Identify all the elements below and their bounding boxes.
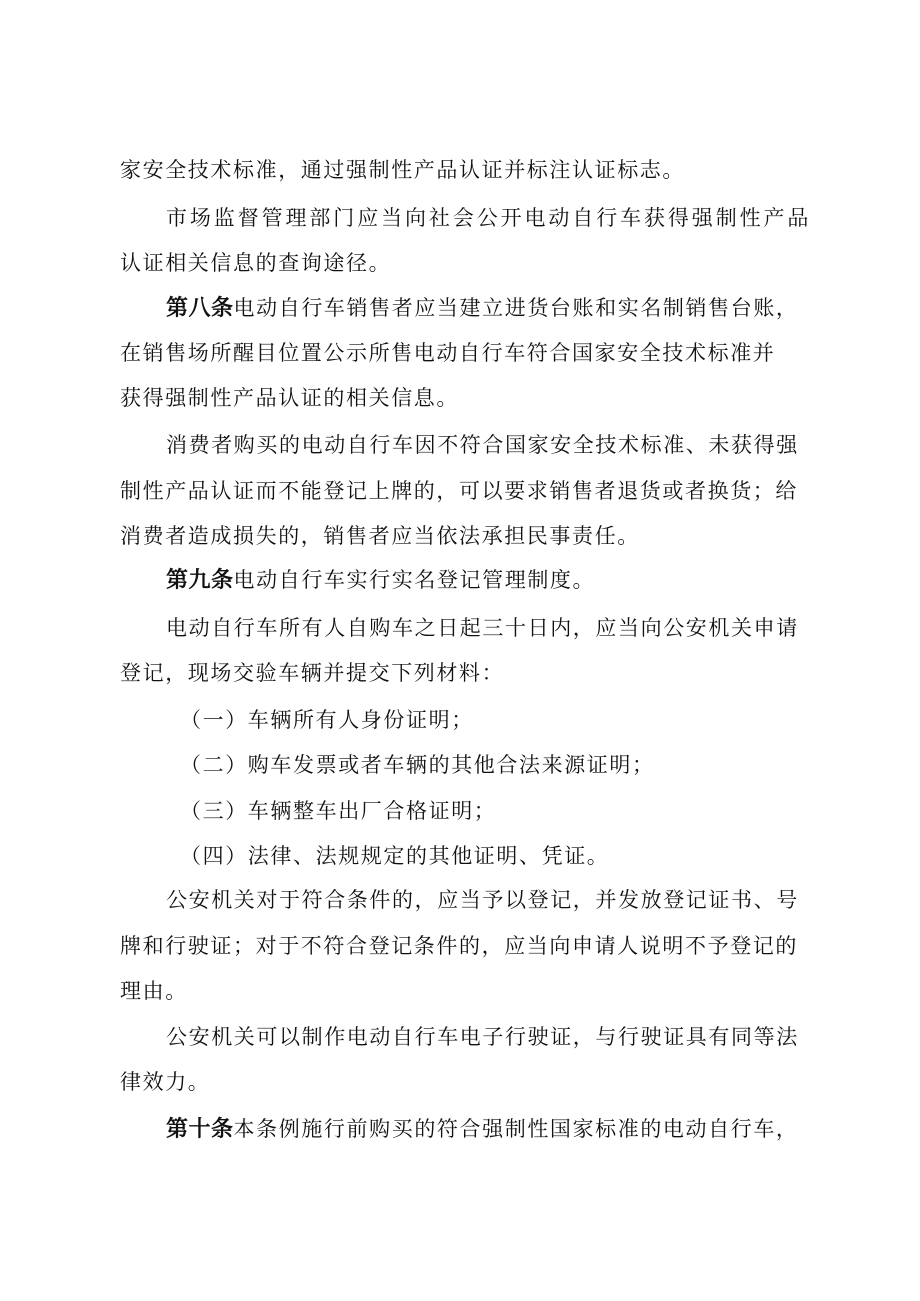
text-line: 登记，现场交验车辆并提交下列材料：	[120, 661, 505, 685]
article-8-heading: 第八条	[166, 296, 234, 321]
text-line: 公安机关可以制作电动自行车电子行驶证，与行驶证具有同等法	[166, 1025, 799, 1049]
text-line: 制性产品认证而不能登记上牌的，可以要求销售者退货或者换货；给	[120, 479, 798, 503]
article-8-line: 第八条电动自行车销售者应当建立进货台账和实名制销售台账，	[166, 296, 799, 321]
article-9-line: 第九条电动自行车实行实名登记管理制度。	[166, 568, 596, 593]
article-10-heading: 第十条	[166, 1117, 234, 1142]
text-line: 在销售场所醒目位置公示所售电动自行车符合国家安全技术标准并	[120, 341, 776, 365]
list-item: （二）购车发票或者车辆的其他合法来源证明；	[180, 753, 655, 777]
text-line: 电动自行车所有人自购车之日起三十日内，应当向公安机关申请	[166, 616, 799, 640]
list-item: （四）法律、法规规定的其他证明、凭证。	[180, 844, 610, 868]
text-line: 获得强制性产品认证的相关信息。	[120, 386, 459, 410]
text-line: 牌和行驶证；对于不符合登记条件的，应当向申请人说明不予登记的	[120, 934, 798, 958]
list-item: （三）车辆整车出厂合格证明；	[180, 799, 497, 823]
text-line: 家安全技术标准，通过强制性产品认证并标注认证标志。	[120, 158, 685, 182]
text-line: 消费者购买的电动自行车因不符合国家安全技术标准、未获得强	[166, 433, 799, 457]
article-9-heading: 第九条	[166, 568, 234, 593]
list-item: （一）车辆所有人身份证明；	[180, 708, 474, 732]
text-line: 认证相关信息的查询途径。	[120, 251, 392, 275]
text-line: 消费者造成损失的，销售者应当依法承担民事责任。	[120, 524, 640, 548]
text-line: 公安机关对于符合条件的，应当予以登记，并发放登记证书、号	[166, 888, 799, 912]
article-10-line: 第十条本条例施行前购买的符合强制性国家标准的电动自行车，	[166, 1117, 799, 1142]
text-line: 市场监督管理部门应当向社会公开电动自行车获得强制性产品	[166, 206, 810, 230]
text-line: 律效力。	[120, 1070, 211, 1094]
text-line: 理由。	[120, 979, 188, 1003]
